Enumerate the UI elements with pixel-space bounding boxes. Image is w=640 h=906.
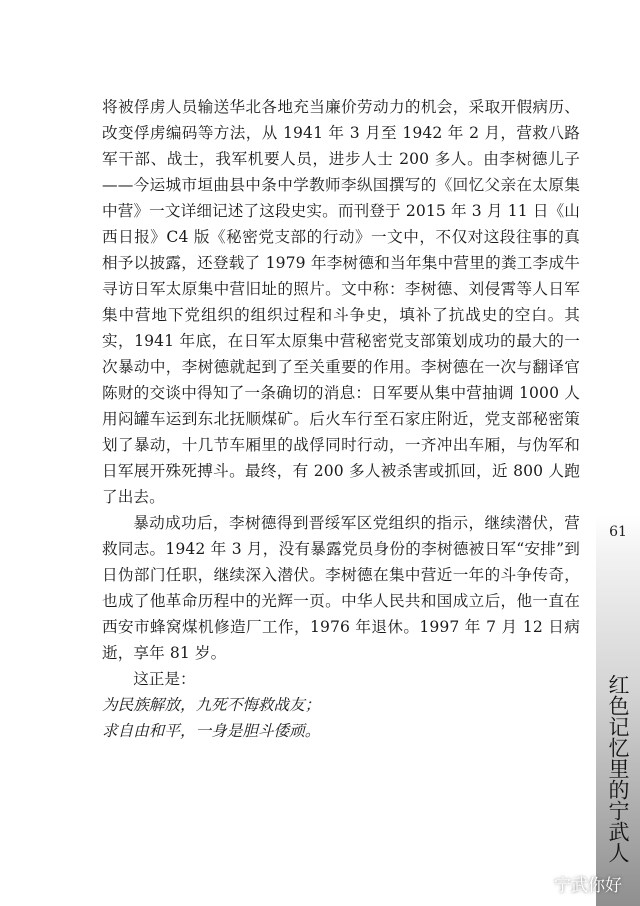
book-title: 红色记忆里的宁武人 [606,674,630,863]
watermark-text: 宁武你好 [554,876,622,896]
poem-line-1: 为民族解放，九死不悔救战友； [102,696,321,714]
paragraph-2: 暴动成功后，李树德得到晋绥军区党组织的指示，继续潜伏，营救同志。1942 年 3 月，没有暴露党员身份的李树德被日军“安排”到日伪部门任职，继续深入潜伏。李树德在集中营近一年的斗争传奇，也成了他革命历程中的光辉一页。中华人民共和国成立后，他一直在西安市蜂窝煤机修造厂工作，1976 年退休。1997 年 7 月 12 日病逝，享年 81 岁。 [102,514,580,662]
poem-intro: 这正是： [133,670,196,688]
watermark [526,871,622,896]
poem-line-2: 求自由和平，一身是胆斗倭顽。 [102,722,321,740]
wechat-icon [526,875,548,893]
body-text [102,94,580,744]
page-number: 61 [609,524,627,540]
paragraph-1: 将被俘虏人员输送华北各地充当廉价劳动力的机会，采取开假病历、改变俘虏编码等方法，从 1941 年 3 月至 1942 年 2 月，营救八路军干部、战士，我军机要人员，进步人士 200 多人。由李树德儿子——今运城市垣曲县中条中学教师李纵国撰写的《回忆父亲在太原集中营》一文详细记述了这段史实。而刊登于 2015 年 3 月 11 日《山西日报》C4 版《秘密党支部的行动》一文中，不仅对这段往事的真相予以披露，还登载了 1979 年李树德和当年集中营里的粪工李成牛寻访日军太原集中营旧址的照片。文中称：李树德、刘侵霄等人日军集中营地下党组织的组织过程和斗争史，填补了抗战史的空白。其实，1941 年底，在日军太原集中营秘密党支部策划成功的最大的一次暴动中，李树德就起到了至关重要的作用。李树德在一次与翻译官陈财的交谈中得知了一条确切的消息：日军要从集中营抽调 1000 人用闷罐车运到东北抚顺煤矿。后火车行至石家庄附近，党支部秘密策划了暴动，十几节车厢里的战俘同时行动，一齐冲出车厢，与伪军和日军展开殊死搏斗。最终，有 200 多人被杀害或抓回，近 800 人跑了出去。 [102,98,580,506]
side-tab [596,516,640,906]
